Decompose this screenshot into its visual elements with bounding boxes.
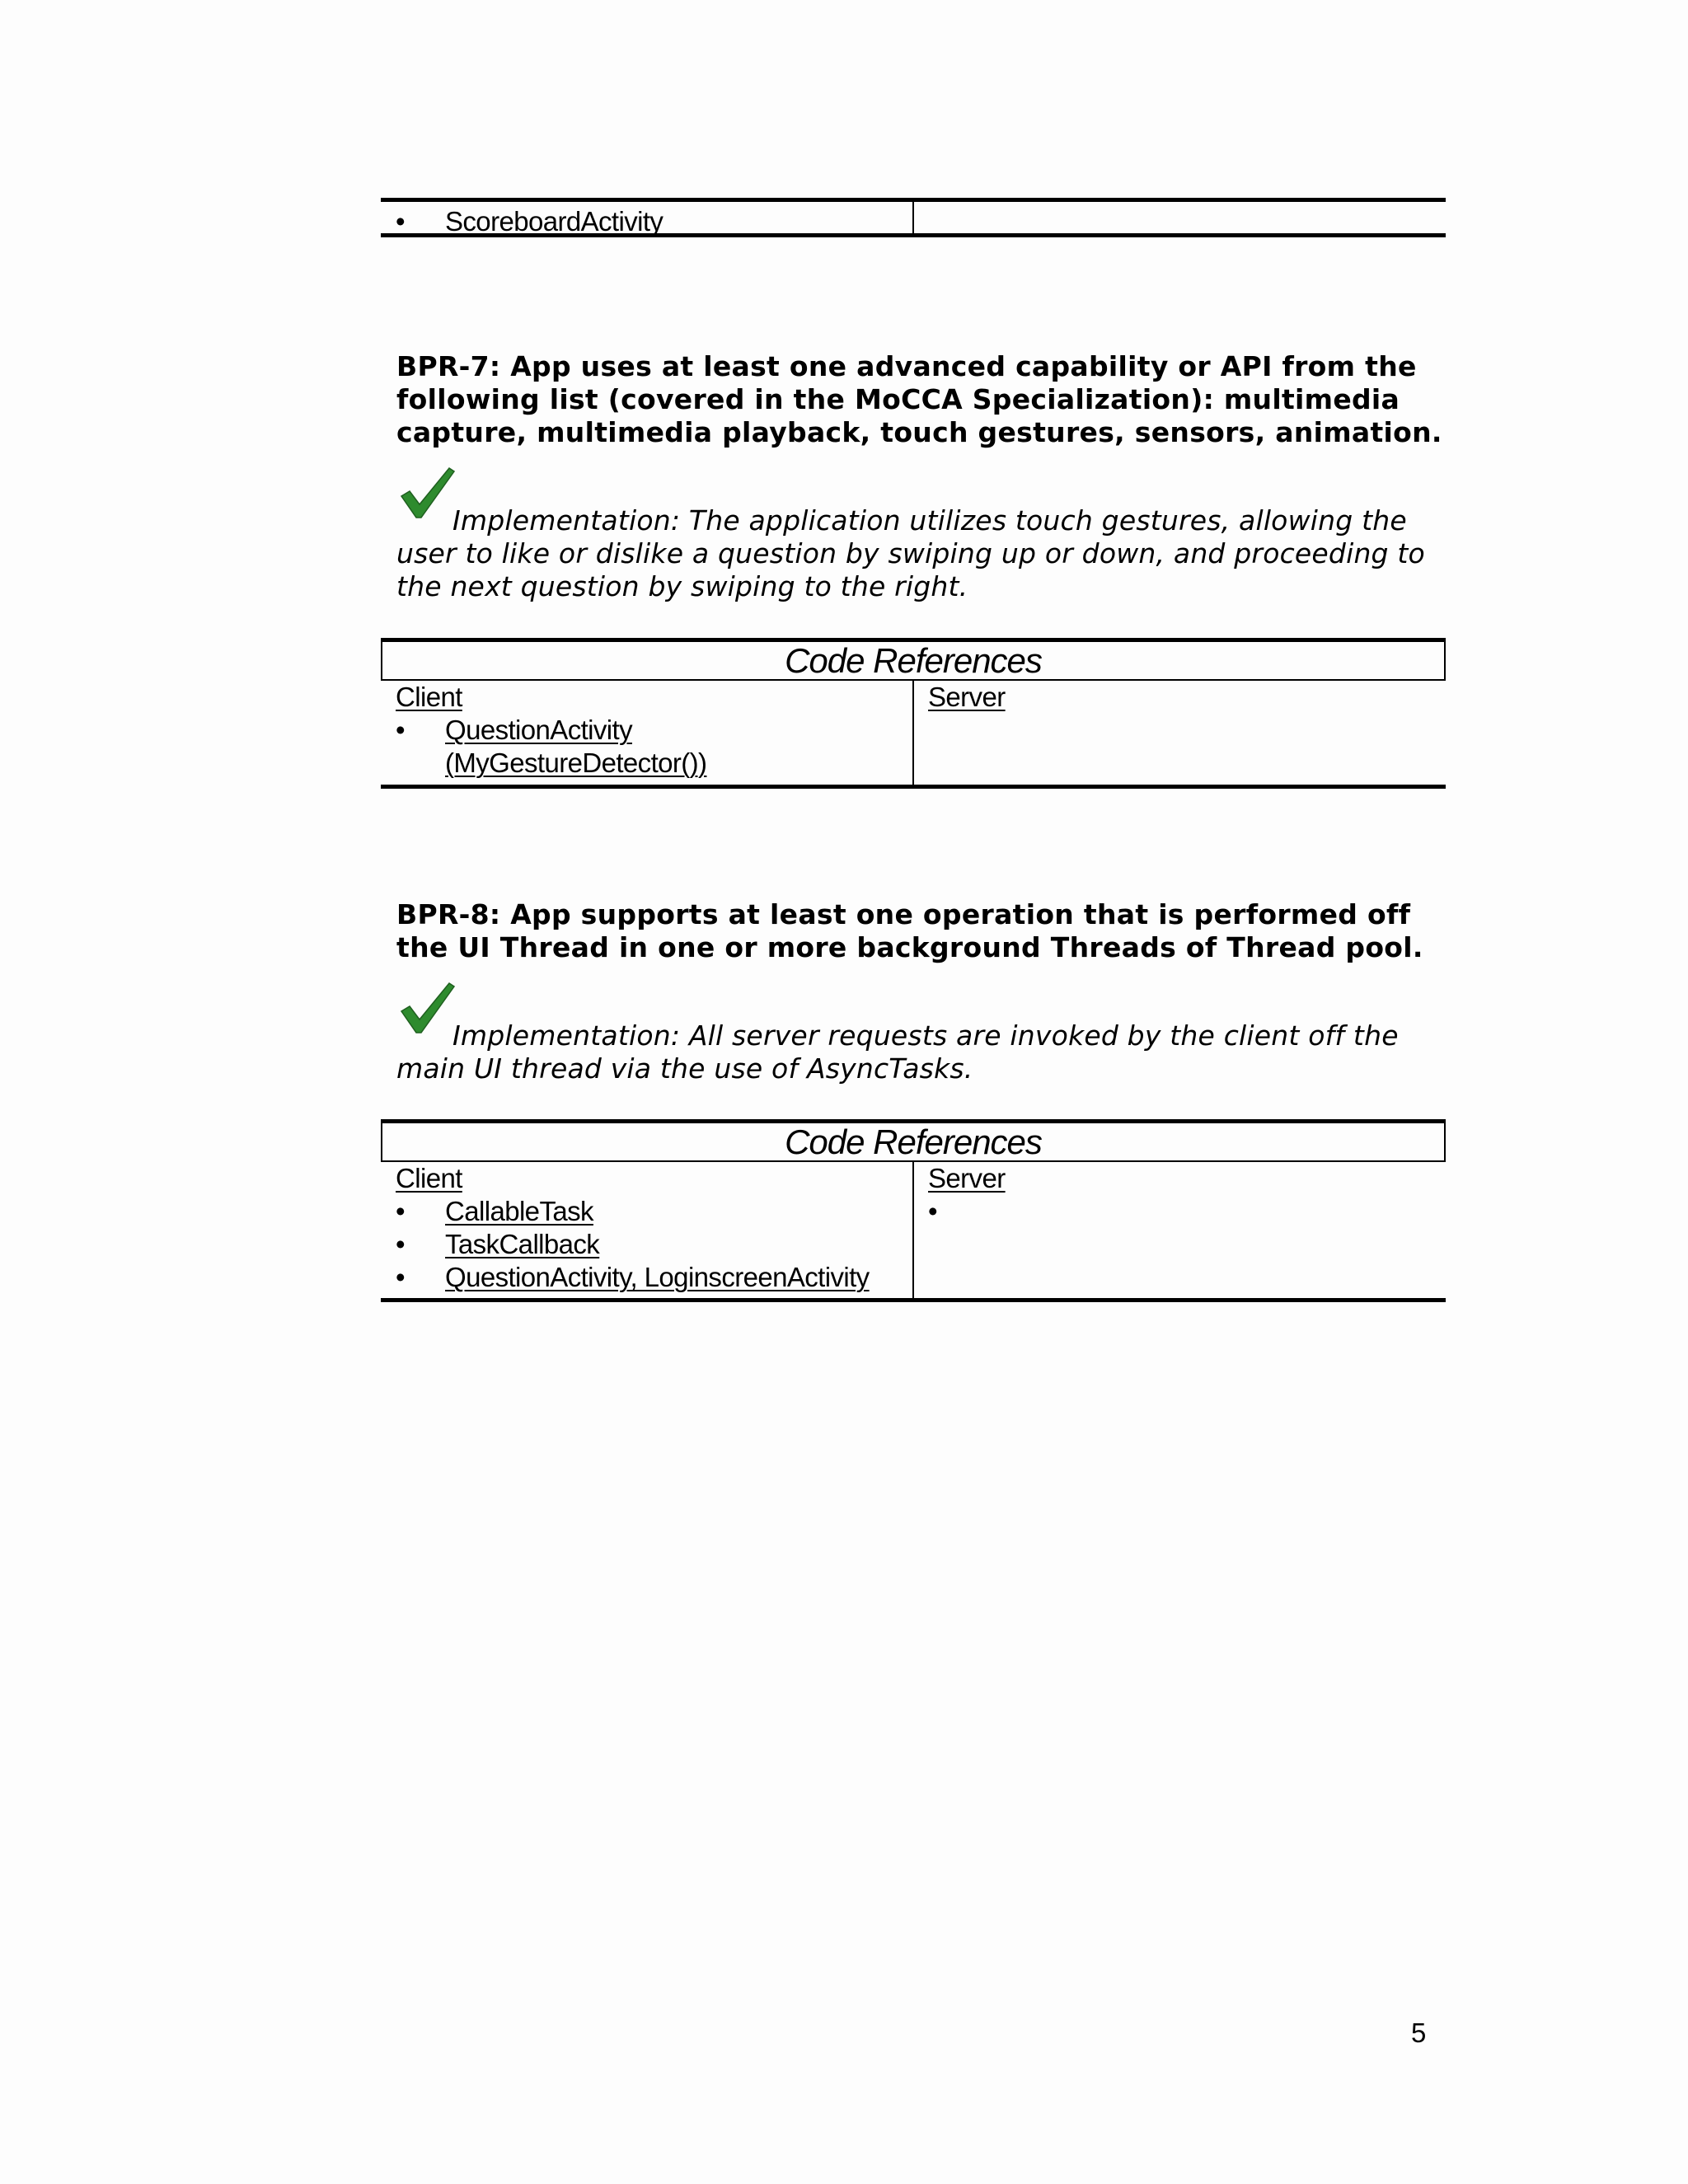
list-item (396, 714, 907, 747)
table-divider (912, 202, 914, 233)
implementation-note-bpr7 (396, 504, 1460, 603)
implementation-line: the next question by swiping to the right. (396, 570, 968, 602)
server-column-label: Server (928, 682, 1006, 712)
table-body (381, 681, 1446, 789)
table-divider (912, 681, 914, 785)
table-divider (912, 1162, 914, 1298)
code-reference-link[interactable]: ScoreboardActivity (445, 206, 663, 237)
table-title: Code References (381, 638, 1446, 681)
implementation-note-bpr8 (396, 1019, 1460, 1085)
client-column (396, 681, 907, 780)
list-item (396, 1261, 907, 1294)
table-cell-client (396, 205, 663, 238)
code-reference-link[interactable]: (MyGestureDetector()) (445, 748, 707, 778)
heading-line: capture, multimedia playback, touch gestures, sensors, animation. (396, 416, 1442, 448)
list-item-continuation (396, 747, 907, 780)
client-column (396, 1162, 907, 1294)
code-references-table-bpr7 (381, 638, 1446, 789)
code-reference-link[interactable]: QuestionActivity (445, 715, 632, 745)
table-body (381, 1162, 1446, 1302)
bullet: • (396, 206, 405, 237)
bullet: • (396, 715, 405, 745)
server-column (928, 681, 1423, 714)
list-item (396, 1228, 907, 1261)
bullet: • (396, 1229, 405, 1259)
code-reference-link[interactable]: QuestionActivity, LoginscreenActivity (445, 1262, 870, 1292)
list-item (396, 1195, 907, 1228)
list-item (396, 205, 663, 238)
implementation-line: user to like or dislike a question by swiping up or down, and proceeding to (396, 537, 1425, 569)
client-column-label: Client (396, 1163, 462, 1193)
requirement-heading-bpr8 (396, 898, 1451, 964)
table-title: Code References (381, 1119, 1446, 1162)
checkmark-icon (400, 466, 456, 519)
page-number: 5 (1411, 2018, 1427, 2048)
server-column (928, 1162, 1423, 1228)
checkmark-icon (400, 982, 456, 1034)
requirement-heading-bpr7 (396, 350, 1451, 449)
implementation-line: Implementation: The application utilizes touch gestures, allowing the (452, 504, 1407, 537)
code-reference-link[interactable]: CallableTask (445, 1196, 593, 1226)
carryover-table (381, 198, 1446, 237)
code-reference-link[interactable]: TaskCallback (445, 1229, 600, 1259)
list-item (928, 1195, 1423, 1228)
heading-line: following list (covered in the MoCCA Specialization): multimedia (396, 383, 1400, 415)
implementation-line: Implementation: All server requests are invoked by the client off the (452, 1019, 1399, 1052)
heading-line: the UI Thread in one or more background Threads of Thread pool. (396, 931, 1423, 963)
code-references-table-bpr8 (381, 1119, 1446, 1302)
heading-line: BPR-8: App supports at least one operation that is performed off (396, 898, 1411, 930)
bullet: • (396, 1196, 405, 1226)
server-column-label: Server (928, 1163, 1006, 1193)
client-column-label: Client (396, 682, 462, 712)
heading-line: BPR-7: App uses at least one advanced capability or API from the (396, 350, 1417, 382)
bullet: • (928, 1196, 937, 1226)
implementation-line: main UI thread via the use of AsyncTasks. (396, 1052, 973, 1085)
bullet: • (396, 1262, 405, 1292)
